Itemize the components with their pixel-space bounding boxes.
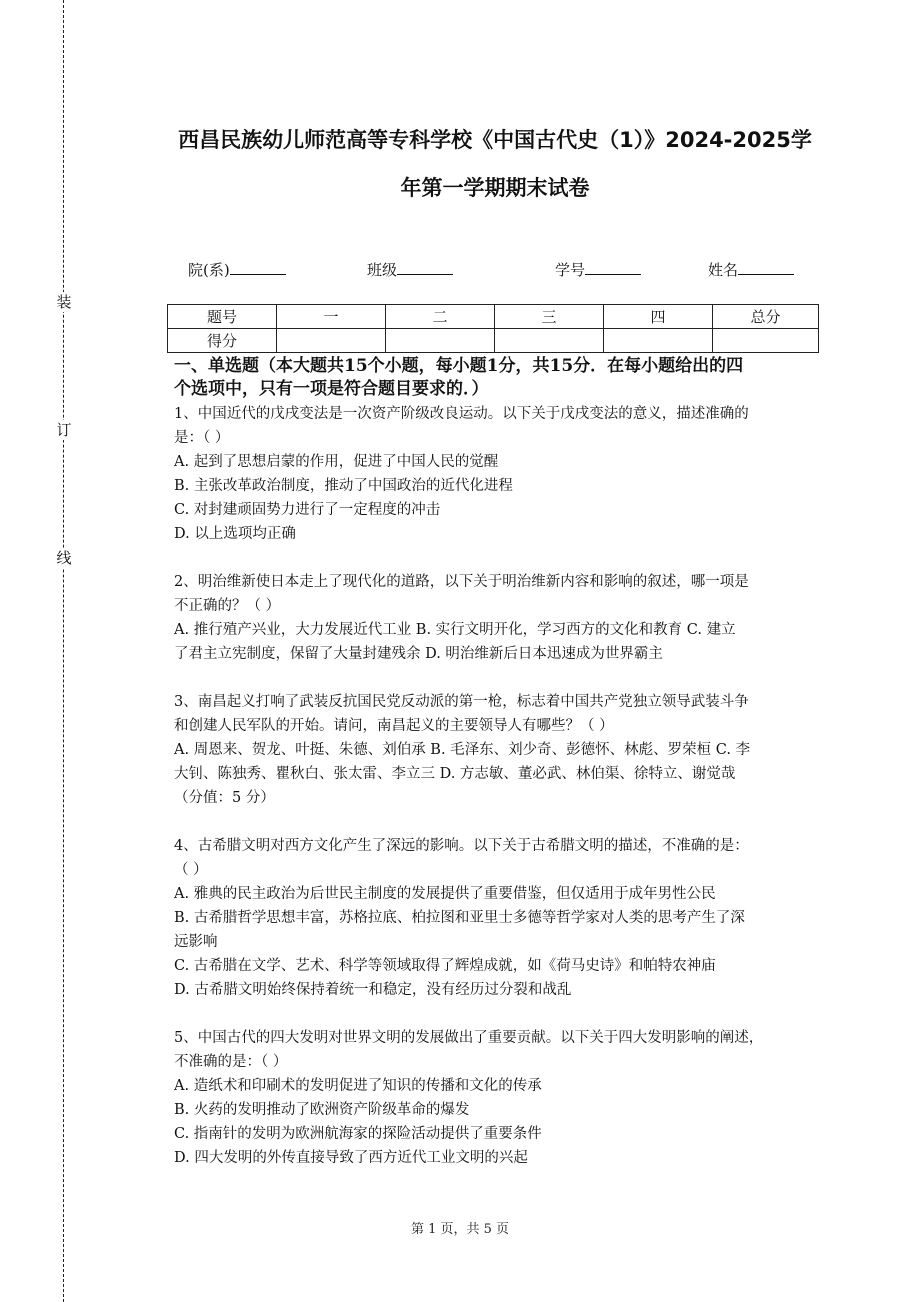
question-4-option-b: 远影响 (174, 934, 218, 950)
dept-label: 院(系) (188, 261, 230, 279)
class-field[interactable] (367, 258, 453, 280)
score-table-score-row (168, 329, 819, 353)
question-4 (174, 834, 820, 1002)
question-4-option-b: B. 古希腊哲学思想丰富，苏格拉底、柏拉图和亚里士多德等哲学家对人类的思考产生了深 (174, 910, 745, 926)
question-3-options: 大钊、陈独秀、瞿秋白、张太雷、李立三 D. 方志敏、董必武、林伯渠、徐特立、谢觉哉 (174, 766, 736, 782)
question-4-stem: （ ） (174, 862, 208, 878)
question-1-option-a: A. 起到了思想启蒙的作用，促进了中国人民的觉醒 (174, 454, 499, 470)
question-2-stem: 不正确的？（ ） (174, 598, 281, 614)
question-1-stem: 是：（ ） (174, 430, 230, 446)
score-row-label: 得分 (168, 329, 277, 353)
score-header-cell: 一 (277, 305, 386, 329)
binding-char-zhuang: 装 (56, 293, 72, 311)
question-3-stem: 3、南昌起义打响了武装反抗国民党反动派的第一枪，标志着中国共产党独立领导武装斗争 (174, 694, 749, 710)
question-5-option-b: B. 火药的发明推动了欧洲资产阶级革命的爆发 (174, 1102, 470, 1118)
score-table (167, 304, 819, 353)
exam-title-line1: 西昌民族幼儿师范高等专科学校《中国古代史（1）》2024-2025学 (178, 128, 812, 152)
dept-blank[interactable] (230, 258, 286, 275)
score-cell[interactable] (495, 329, 604, 353)
binding-char-xian: 线 (56, 549, 72, 567)
question-4-option-d: D. 古希腊文明始终保持着统一和稳定，没有经历过分裂和战乱 (174, 982, 572, 998)
class-label: 班级 (367, 261, 398, 279)
question-5-option-d: D. 四大发明的外传直接导致了西方近代工业文明的兴起 (174, 1150, 528, 1166)
question-3-score-note: （分值：5 分） (174, 790, 275, 806)
question-1-option-c: C. 对封建顽固势力进行了一定程度的冲击 (174, 502, 441, 518)
exam-content (174, 355, 820, 1170)
section-heading-line1: 一、单选题（本大题共15个小题，每小题1分，共15分．在每小题给出的四 (174, 356, 744, 376)
question-1-option-b: B. 主张改革政治制度，推动了中国政治的近代化进程 (174, 478, 513, 494)
question-4-option-a: A. 雅典的民主政治为后世民主制度的发展提供了重要借鉴，但仅适用于成年男性公民 (174, 886, 716, 902)
student-id-field[interactable] (555, 258, 641, 280)
question-1-option-d: D. 以上选项均正确 (174, 526, 296, 542)
student-id-label: 学号 (555, 261, 586, 279)
score-cell[interactable] (386, 329, 495, 353)
question-2-stem: 2、明治维新使日本走上了现代化的道路，以下关于明治维新内容和影响的叙述，哪一项是 (174, 574, 749, 590)
binding-char-ding: 订 (56, 421, 72, 439)
question-2-options: A. 推行殖产兴业，大力发展近代工业 B. 实行文明开化，学习西方的文化和教育 C. 建立 (174, 622, 736, 638)
score-cell[interactable] (604, 329, 713, 353)
exam-title-line2: 年第一学期期末试卷 (400, 176, 590, 200)
score-cell[interactable] (277, 329, 386, 353)
score-cell[interactable] (713, 329, 819, 353)
section-heading-line2: 个选项中，只有一项是符合题目要求的．） (174, 379, 489, 399)
page-footer: 第 1 页，共 5 页 (410, 1222, 510, 1237)
name-blank[interactable] (738, 258, 794, 275)
binding-dashed-line (63, 0, 64, 1302)
student-info-row (0, 258, 920, 280)
name-label: 姓名 (708, 261, 739, 279)
score-header-cell: 总分 (713, 305, 819, 329)
score-header-cell: 题号 (168, 305, 277, 329)
question-5-stem: 5、中国古代的四大发明对世界文明的发展做出了重要贡献。以下关于四大发明影响的阐述， (174, 1030, 764, 1046)
question-4-stem: 4、古希腊文明对西方文化产生了深远的影响。以下关于古希腊文明的描述，不准确的是： (174, 838, 749, 854)
score-header-cell: 四 (604, 305, 713, 329)
score-header-cell: 二 (386, 305, 495, 329)
question-3-options: A. 周恩来、贺龙、叶挺、朱德、刘伯承 B. 毛泽东、刘少奇、彭德怀、林彪、罗荣桓 C. 李 (174, 742, 751, 758)
question-3-stem: 和创建人民军队的开始。请问，南昌起义的主要领导人有哪些？（ ） (174, 718, 614, 734)
question-1-stem: 1、中国近代的戊戌变法是一次资产阶级改良运动。以下关于戊戌变法的意义，描述准确的 (174, 406, 749, 422)
name-field[interactable] (708, 258, 794, 280)
question-4-option-c: C. 古希腊在文学、艺术、科学等领域取得了辉煌成就，如《荷马史诗》和帕特农神庙 (174, 958, 716, 974)
class-blank[interactable] (397, 258, 453, 275)
question-2-options: 了君主立宪制度，保留了大量封建残余 D. 明治维新后日本迅速成为世界霸主 (174, 646, 663, 662)
score-header-cell: 三 (495, 305, 604, 329)
score-table-header-row (168, 305, 819, 329)
question-5-option-c: C. 指南针的发明为欧洲航海家的探险活动提供了重要条件 (174, 1126, 542, 1142)
question-3 (174, 690, 820, 810)
question-1 (174, 402, 820, 546)
question-2 (174, 570, 820, 666)
question-5 (174, 1026, 820, 1170)
question-5-option-a: A. 造纸术和印刷术的发明促进了知识的传播和文化的传承 (174, 1078, 542, 1094)
dept-field[interactable] (188, 258, 286, 280)
student-id-blank[interactable] (585, 258, 641, 275)
question-5-stem: 不准确的是：（ ） (174, 1054, 288, 1070)
